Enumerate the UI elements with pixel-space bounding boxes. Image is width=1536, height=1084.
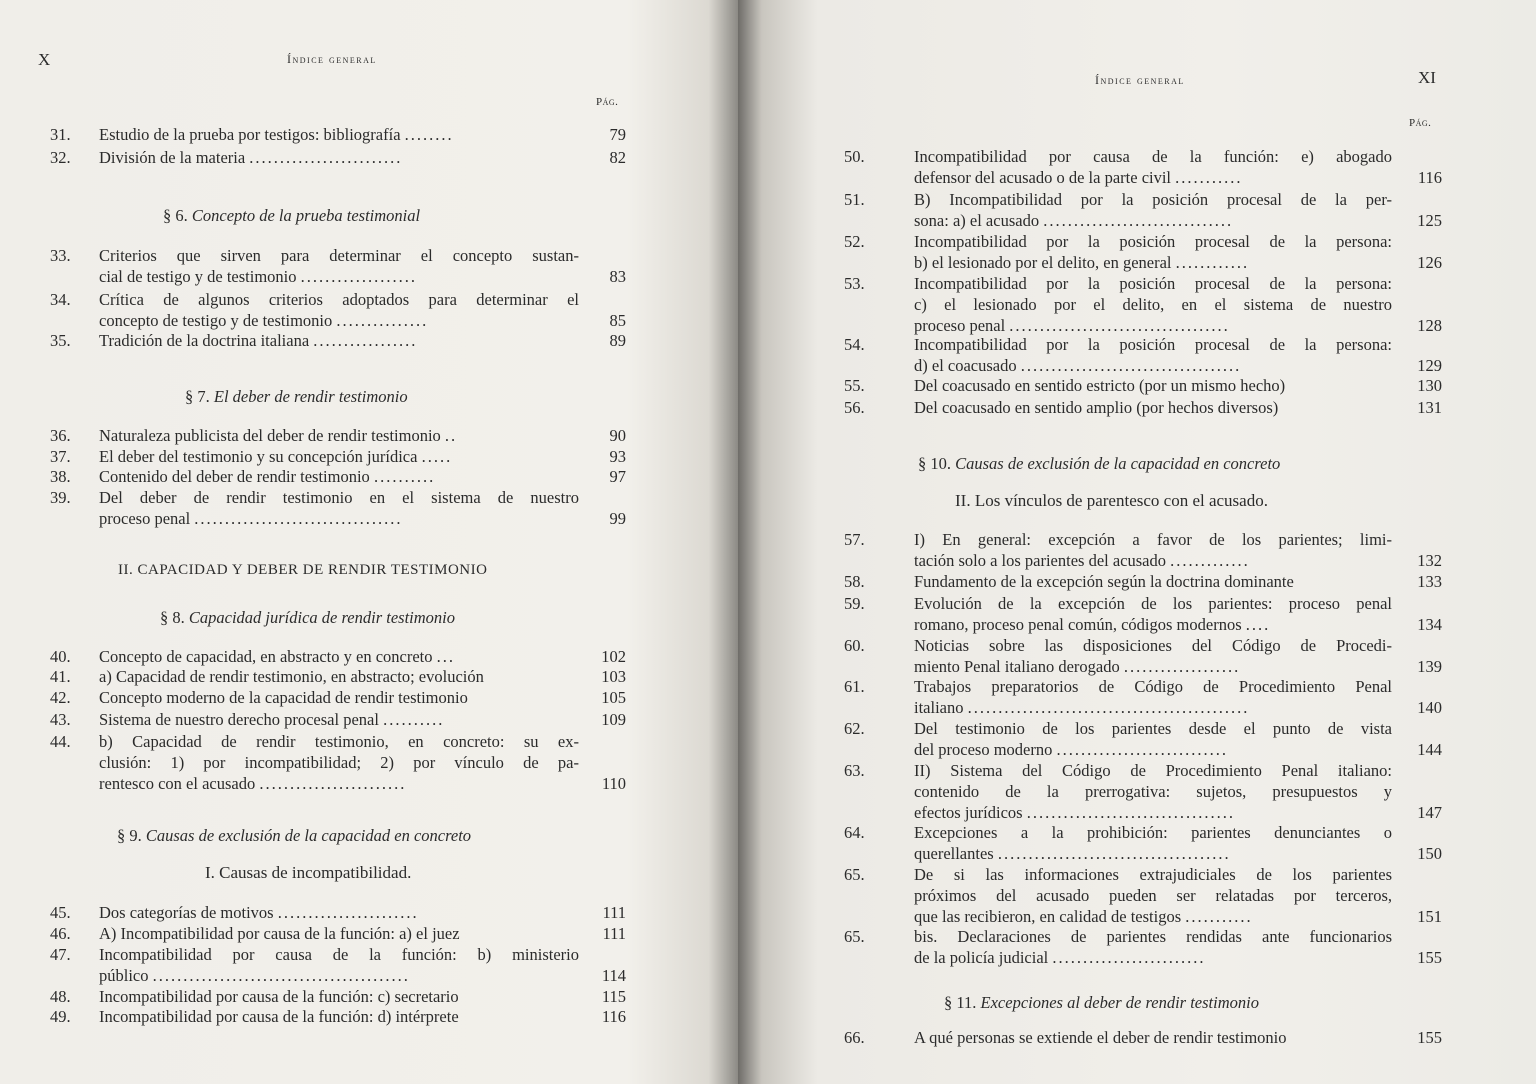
section-heading: [163, 206, 420, 226]
entry-number: 35.: [50, 331, 71, 350]
entry-text: Excepciones a la prohibición: parientes denunciantes o: [914, 823, 1392, 842]
entry-text: próximos del acusado pueden ser relatadas por terceros,: [914, 886, 1392, 905]
entry-page: 79: [609, 125, 626, 144]
entry-text: Concepto moderno de la capacidad de rendir testimonio: [99, 688, 468, 707]
entry-page: 82: [609, 148, 626, 167]
entry-page: 130: [1417, 376, 1442, 395]
entry-text-line: [99, 487, 579, 508]
entry-page: 129: [1417, 356, 1442, 375]
entry-text: concepto de testigo y de testimonio: [99, 311, 333, 330]
entry-text: Incompatibilidad por la posición procesal de la persona:: [914, 232, 1392, 251]
entry-number: 43.: [50, 710, 71, 729]
section-symbol: § 11.: [944, 993, 977, 1012]
toc-entry: [0, 1006, 738, 1076]
entry-text-line: [914, 864, 1392, 885]
entry-text-line: [914, 294, 1392, 315]
entry-text-line: [914, 210, 1392, 231]
entry-text-line: [99, 731, 579, 752]
entry-text: El deber del testimonio y su concepción jurídica: [99, 447, 418, 466]
entry-text-line: [914, 697, 1392, 718]
leader-dots: ..................................: [194, 509, 403, 528]
entry-text: Naturaleza publicista del deber de rendir testimonio: [99, 426, 441, 445]
leader-dots: ..............................................: [967, 698, 1250, 717]
entry-text-line: [99, 508, 579, 529]
entry-text: público: [99, 966, 149, 985]
leader-dots: ...........: [1175, 168, 1243, 187]
section-title: El deber de rendir testimonio: [213, 387, 408, 406]
toc-entry: [0, 487, 738, 557]
entry-page: 151: [1417, 907, 1442, 926]
entry-page: 114: [601, 966, 626, 985]
entry-page: 128: [1417, 316, 1442, 335]
entry-text: bis. Declaraciones de parientes rendidas ante funcionarios: [914, 927, 1392, 946]
entry-text-line: [914, 676, 1392, 697]
entry-number: 62.: [844, 719, 865, 738]
leader-dots: ...............: [336, 311, 429, 330]
pag-label: Pág.: [596, 96, 619, 108]
entry-page: 93: [609, 447, 626, 466]
entry-page: 116: [1417, 168, 1442, 187]
entry-text: sona: a) el acusado: [914, 211, 1040, 230]
entry-text: clusión: 1) por incompatibilidad; 2) por vínculo de pa-: [99, 753, 579, 772]
entry-text-line: [914, 571, 1392, 592]
entry-number: 47.: [50, 945, 71, 964]
subsection-title: II. Los vínculos de parentesco con el acusado.: [955, 491, 1268, 510]
leader-dots: ..: [444, 426, 458, 445]
entry-number: 50.: [844, 147, 865, 166]
entry-text: de la policía judicial: [914, 948, 1049, 967]
entry-text: Crítica de algunos criterios adoptados para determinar el: [99, 290, 579, 309]
entry-text-line: [914, 273, 1392, 294]
entry-text: Tradición de la doctrina italiana: [99, 331, 310, 350]
entry-number: 37.: [50, 447, 71, 466]
entry-text: Evolución de la excepción de los parientes: proceso penal: [914, 594, 1392, 613]
section-title: Causas de exclusión de la capacidad en concreto: [145, 826, 472, 845]
entry-text: Concepto de capacidad, en abstracto y en concreto: [99, 647, 433, 666]
entry-text: b) Capacidad de rendir testimonio, en concreto: su ex-: [99, 732, 579, 751]
entry-text: B) Incompatibilidad por la posición procesal de la per-: [914, 190, 1392, 209]
section-heading: [185, 387, 408, 407]
left-page: [0, 0, 738, 1084]
entry-text-line: [914, 1027, 1392, 1048]
entry-text-line: [99, 687, 579, 708]
toc-entry: [738, 1027, 1536, 1084]
right-page: [738, 0, 1536, 1084]
entry-text: I) En general: excepción a favor de los parientes; limi-: [914, 530, 1392, 549]
leader-dots: .................: [313, 331, 418, 350]
entry-page: 111: [602, 924, 626, 943]
entry-number: 66.: [844, 1028, 865, 1047]
entry-page: 109: [601, 710, 626, 729]
entry-text: efectos jurídicos: [914, 803, 1023, 822]
entry-text: II) Sistema del Código de Procedimiento Penal italiano:: [914, 761, 1392, 780]
entry-text-line: [914, 167, 1392, 188]
leader-dots: ......................................: [997, 844, 1231, 863]
entry-page: 115: [601, 987, 626, 1006]
entry-text-line: [914, 252, 1392, 273]
entry-text: Del testimonio de los parientes desde el punto de vista: [914, 719, 1392, 738]
entry-text: querellantes: [914, 844, 994, 863]
toc-entry: [738, 273, 1536, 343]
section-symbol: § 8.: [160, 608, 185, 627]
toc-entry: [738, 760, 1536, 830]
leader-dots: .....: [421, 447, 453, 466]
entry-text: División de la materia: [99, 148, 246, 167]
entry-text: del proceso moderno: [914, 740, 1053, 759]
entry-text: italiano: [914, 698, 964, 717]
entry-page: 155: [1417, 1028, 1442, 1047]
entry-number: 32.: [50, 148, 71, 167]
entry-text-line: [99, 923, 579, 944]
entry-text-line: [99, 646, 579, 667]
entry-page: 133: [1417, 572, 1442, 591]
entry-text-line: [99, 124, 579, 145]
entry-page: 150: [1417, 844, 1442, 863]
entry-text-line: [914, 760, 1392, 781]
entry-text: Fundamento de la excepción según la doctrina dominante: [914, 572, 1294, 591]
entry-page: 144: [1417, 740, 1442, 759]
entry-text-line: [914, 739, 1392, 760]
entry-page: 139: [1417, 657, 1442, 676]
entry-text-line: [99, 709, 579, 730]
entry-text: Del deber de rendir testimonio en el sistema de nuestro: [99, 488, 579, 507]
entry-page: 102: [601, 647, 626, 666]
leader-dots: ...................: [1123, 657, 1241, 676]
section-heading: [918, 454, 1280, 474]
entry-text-line: [914, 550, 1392, 571]
leader-dots: ....: [1245, 615, 1271, 634]
entry-page: 111: [602, 903, 626, 922]
entry-page: 125: [1417, 211, 1442, 230]
entry-number: 40.: [50, 647, 71, 666]
entry-page: 132: [1417, 551, 1442, 570]
entry-text: Incompatibilidad por causa de la función: b) ministerio: [99, 945, 579, 964]
entry-number: 54.: [844, 335, 865, 354]
entry-text: proceso penal: [914, 316, 1006, 335]
leader-dots: ...................: [300, 267, 418, 286]
entry-text-line: [99, 666, 579, 687]
entry-number: 52.: [844, 232, 865, 251]
entry-page: 147: [1417, 803, 1442, 822]
entry-text-line: [914, 593, 1392, 614]
entry-text-line: [99, 310, 579, 331]
entry-text-line: [99, 446, 579, 467]
entry-text: tación solo a los parientes del acusado: [914, 551, 1167, 570]
entry-number: 39.: [50, 488, 71, 507]
entry-number: 61.: [844, 677, 865, 696]
leader-dots: ..................................: [1026, 803, 1235, 822]
leader-dots: ...: [436, 647, 456, 666]
running-head: Índice general: [287, 52, 377, 66]
entry-text: Dos categorías de motivos: [99, 903, 274, 922]
entry-text: rentesco con el acusado: [99, 774, 256, 793]
entry-page: 155: [1417, 948, 1442, 967]
entry-text-line: [99, 944, 579, 965]
entry-number: 36.: [50, 426, 71, 445]
entry-text-line: [99, 965, 579, 986]
entry-text: d) el coacusado: [914, 356, 1017, 375]
entry-text: defensor del acusado o de la parte civil: [914, 168, 1172, 187]
section-symbol: § 6.: [163, 206, 188, 225]
section-symbol: § 9.: [117, 826, 142, 845]
entry-text: b) el lesionado por el delito, en general: [914, 253, 1172, 272]
entry-text: De si las informaciones extrajudiciales de los parientes: [914, 865, 1392, 884]
entry-number: 38.: [50, 467, 71, 486]
entry-number: 65.: [844, 927, 865, 946]
entry-text: Incompatibilidad por causa de la función: e) abogado: [914, 147, 1392, 166]
leader-dots: ...........: [1185, 907, 1253, 926]
page-number: XI: [1418, 68, 1436, 87]
entry-number: 34.: [50, 290, 71, 309]
entry-number: 41.: [50, 667, 71, 686]
entry-text: miento Penal italiano derogado: [914, 657, 1120, 676]
entry-page: 85: [609, 311, 626, 330]
entry-text: Sistema de nuestro derecho procesal penal: [99, 710, 379, 729]
entry-number: 46.: [50, 924, 71, 943]
entry-text: a) Capacidad de rendir testimonio, en abstracto; evolución: [99, 667, 484, 686]
toc-entry: [0, 731, 738, 801]
entry-page: 126: [1417, 253, 1442, 272]
entry-text: A) Incompatibilidad por causa de la función: a) el juez: [99, 924, 460, 943]
leader-dots: ............: [1175, 253, 1250, 272]
leader-dots: .........................: [249, 148, 403, 167]
entry-text-line: [914, 906, 1392, 927]
entry-number: 55.: [844, 376, 865, 395]
part-heading: II. CAPACIDAD Y DEBER DE RENDIR TESTIMONIO: [118, 562, 488, 578]
entry-text-line: [914, 146, 1392, 167]
entry-text-line: [914, 947, 1392, 968]
entry-text-line: [99, 245, 579, 266]
entry-text-line: [99, 752, 579, 773]
entry-number: 53.: [844, 274, 865, 293]
leader-dots: ..........................................: [152, 966, 410, 985]
entry-number: 56.: [844, 398, 865, 417]
entry-text-line: [99, 289, 579, 310]
entry-text-line: [914, 781, 1392, 802]
toc-entry: [738, 864, 1536, 934]
entry-text-line: [914, 397, 1392, 418]
entry-text-line: [99, 1006, 579, 1027]
entry-text-line: [914, 843, 1392, 864]
section-title: Capacidad jurídica de rendir testimonio: [188, 608, 455, 627]
toc-entry: [738, 926, 1536, 996]
entry-text-line: [914, 802, 1392, 823]
section-title: Concepto de la prueba testimonial: [191, 206, 421, 225]
entry-text: A qué personas se extiende el deber de rendir testimonio: [914, 1028, 1287, 1047]
entry-text-line: [99, 147, 579, 168]
entry-number: 60.: [844, 636, 865, 655]
section-heading: [117, 826, 471, 846]
entry-text-line: [914, 614, 1392, 635]
entry-page: 110: [601, 774, 626, 793]
entry-number: 49.: [50, 1007, 71, 1026]
entry-text-line: [914, 315, 1392, 336]
entry-text-line: [914, 375, 1392, 396]
entry-text: Incompatibilidad por la posición procesal de la persona:: [914, 274, 1392, 293]
entry-number: 59.: [844, 594, 865, 613]
entry-page: 105: [601, 688, 626, 707]
entry-number: 42.: [50, 688, 71, 707]
entry-text: Del coacusado en sentido estricto (por un mismo hecho): [914, 376, 1286, 395]
section-heading: [160, 608, 455, 628]
leader-dots: ....................................: [1020, 356, 1242, 375]
pag-label: Pág.: [1409, 117, 1432, 129]
entry-text-line: [914, 885, 1392, 906]
entry-text-line: [99, 466, 579, 487]
leader-dots: ........: [404, 125, 454, 144]
entry-text-line: [914, 656, 1392, 677]
entry-text-line: [99, 266, 579, 287]
entry-text-line: [914, 334, 1392, 355]
entry-text: Estudio de la prueba por testigos: bibliografía: [99, 125, 401, 144]
entry-number: 58.: [844, 572, 865, 591]
entry-text: Noticias sobre las disposiciones del Código de Procedi-: [914, 636, 1392, 655]
entry-page: 116: [601, 1007, 626, 1026]
entry-text: Contenido del deber de rendir testimonio: [99, 467, 370, 486]
entry-text-line: [99, 773, 579, 794]
entry-number: 51.: [844, 190, 865, 209]
entry-page: 134: [1417, 615, 1442, 634]
entry-page: 83: [609, 267, 626, 286]
leader-dots: ..........: [373, 467, 436, 486]
entry-number: 63.: [844, 761, 865, 780]
entry-page: 90: [609, 426, 626, 445]
entry-text: Incompatibilidad por causa de la función: d) intérprete: [99, 1007, 459, 1026]
entry-page: 99: [609, 509, 626, 528]
section-symbol: § 7.: [185, 387, 210, 406]
leader-dots: ........................: [259, 774, 407, 793]
section-title: Excepciones al deber de rendir testimonio: [980, 993, 1259, 1012]
entry-text: cial de testigo y de testimonio: [99, 267, 297, 286]
entry-text-line: [914, 822, 1392, 843]
entry-text-line: [99, 986, 579, 1007]
entry-text-line: [914, 529, 1392, 550]
leader-dots: ............................: [1056, 740, 1228, 759]
entry-number: 45.: [50, 903, 71, 922]
entry-text-line: [99, 902, 579, 923]
entry-text: proceso penal: [99, 509, 191, 528]
entry-text: contenido de la prerrogativa: sujetos, presupuestos y: [914, 782, 1392, 801]
entry-text: Del coacusado en sentido amplio (por hechos diversos): [914, 398, 1279, 417]
leader-dots: .........................: [1052, 948, 1206, 967]
entry-text: romano, proceso penal común, códigos modernos: [914, 615, 1242, 634]
entry-text: Incompatibilidad por la posición procesal de la persona:: [914, 335, 1392, 354]
page-number: X: [38, 50, 51, 69]
entry-text: Criterios que sirven para determinar el concepto sustan-: [99, 246, 579, 265]
section-heading: [944, 993, 1259, 1013]
entry-number: 65.: [844, 865, 865, 884]
entry-text-line: [99, 330, 579, 351]
entry-text: Incompatibilidad por causa de la función: c) secretario: [99, 987, 459, 1006]
entry-number: 44.: [50, 732, 71, 751]
entry-text-line: [914, 635, 1392, 656]
entry-text-line: [914, 189, 1392, 210]
entry-text-line: [99, 425, 579, 446]
entry-page: 103: [601, 667, 626, 686]
leader-dots: ...............................: [1043, 211, 1234, 230]
entry-page: 131: [1417, 398, 1442, 417]
entry-number: 31.: [50, 125, 71, 144]
entry-number: 48.: [50, 987, 71, 1006]
entry-page: 97: [609, 467, 626, 486]
entry-number: 64.: [844, 823, 865, 842]
leader-dots: .............: [1170, 551, 1250, 570]
entry-page: 89: [609, 331, 626, 350]
entry-text: Trabajos preparatorios de Código de Procedimiento Penal: [914, 677, 1392, 696]
entry-number: 57.: [844, 530, 865, 549]
entry-text-line: [914, 355, 1392, 376]
running-head: Índice general: [1095, 73, 1185, 87]
section-title: Causas de exclusión de la capacidad en concreto: [955, 454, 1281, 473]
entry-text-line: [914, 718, 1392, 739]
entry-text: c) el lesionado por el delito, en el sistema de nuestro: [914, 295, 1392, 314]
section-symbol: § 10.: [918, 454, 951, 473]
entry-text: que las recibieron, en calidad de testigos: [914, 907, 1182, 926]
leader-dots: .......................: [277, 903, 419, 922]
entry-text-line: [914, 926, 1392, 947]
entry-page: 140: [1417, 698, 1442, 717]
entry-number: 33.: [50, 246, 71, 265]
leader-dots: ..........: [383, 710, 445, 729]
leader-dots: ....................................: [1009, 316, 1230, 335]
subsection-title: I. Causas de incompatibilidad.: [205, 863, 412, 882]
entry-text-line: [914, 231, 1392, 252]
